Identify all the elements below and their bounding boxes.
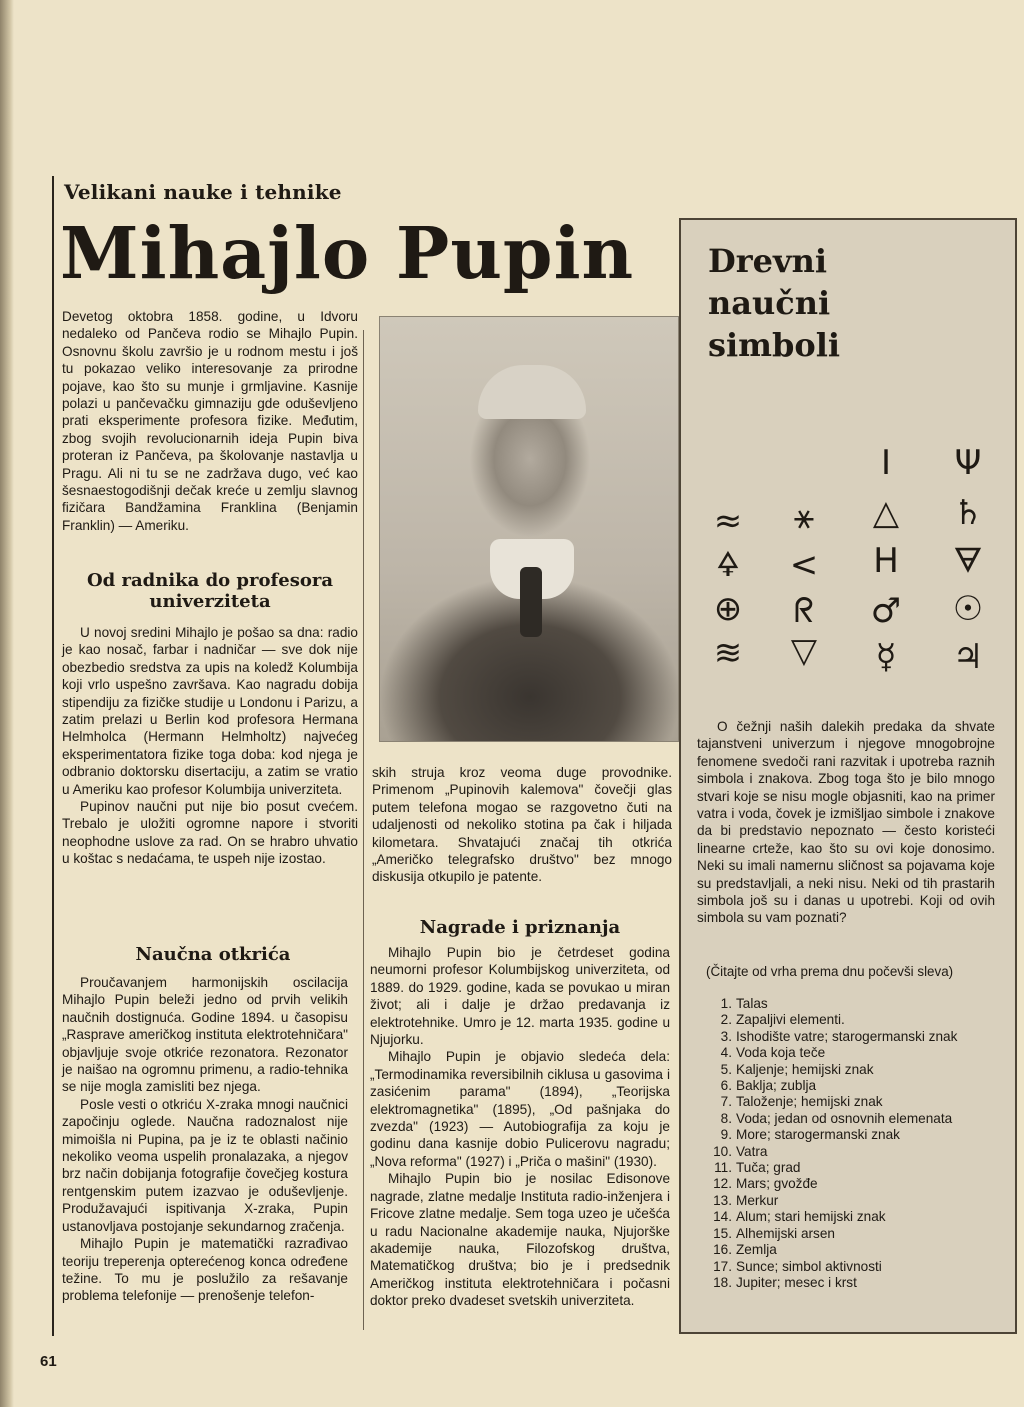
- series-kicker: Velikani nauke i tehnike: [64, 180, 342, 204]
- portrait-photo: [379, 316, 679, 742]
- hail-rune-icon: H: [873, 541, 899, 581]
- list-item: 10. Vatra: [713, 1143, 768, 1159]
- list-item: 5. Kaljenje; hemijski znak: [720, 1061, 874, 1077]
- burning-elements-icon: ⚹: [793, 497, 815, 537]
- awards-paragraph-2: Mihajlo Pupin je objavio sledeća dela: „Termodinamika reversibilnih ciklusa u gasovima i zasićenim parama" (1894), „Teorijska elektromagnetika" (1895), „Od pašnjaka do zvezda" (1923) — Autobiografija za koju je godinu dana kasnije dobio Pulicerovu nagradu; „Nova reforma" (1927) i „Priča o mašini" (1930).: [370, 1049, 670, 1169]
- portrait-hair-shape: [478, 365, 586, 419]
- sidebar-body: [697, 718, 995, 927]
- symbol-legend-list: [702, 996, 1002, 1291]
- mars-icon: ♂: [870, 591, 902, 631]
- career-paragraph-2: Pupinov naučni put nije bio posut cvećem. Trebalo je uložiti ogromne napore i stvoriti neophodne uslove za rad. On se hrabro uhvatio u koštac s nedaćama, te uspeh nije izostao.: [62, 799, 358, 867]
- rune-icon: I: [880, 443, 892, 483]
- sidebar-paragraph: O čežnji naših dalekih predaka da shvate tajanstveni univerzum i njegove mnogobrojne fenomene svedoči rani razvitak i upotreba raznih simbola i znakova. Zbog toga što je bilo mnogo stvari koje se nisu mogle objasniti, kao na primer vatra i voda, čovek je izmišljao simbole i znakove da bi predstavio nepoznato — često koristeći linearne crteže, kao što su ovi koje donosimo. Neki su imali namernu sličnost sa pojavama koje su predstavljali, a neki nisu. Neki od tih prastarih simbola još su i danas u upotrebi. Koji od ovih simbola su vam poznati?: [697, 719, 995, 926]
- career-paragraph-1: U novoj sredini Mihajlo je pošao sa dna: radio je kao nosač, farbar i nadničar — sve dok nije obezbedio sredstva za upis na koledž Kolumbija koji vrlo uspešno završava. Kao nagradu dobija stipendiju za fizičke studije u Londonu i Parizu, a zatim prelazi u Berlin kod profesora Hermana Helmholca (Hermann Helmholtz) najvećeg eksperimentatora fizike toga doba: kod njega je odbranio doktorsku disertaciju, a zatim se vratio u Ameriku kao profesor Kolumbija univerziteta.: [62, 625, 358, 797]
- list-item: 15. Alhemijski arsen: [713, 1225, 835, 1241]
- arsenic-icon: ♄: [952, 493, 984, 533]
- torch-icon: <: [789, 545, 819, 585]
- list-item: 11. Tuča; grad: [714, 1160, 801, 1176]
- sulfur-icon: 🜍: [716, 545, 740, 585]
- sidebar-title-line-3: simboli: [708, 326, 841, 364]
- fire-triangle-icon: △: [872, 493, 900, 533]
- water-triangle-icon: ▽: [790, 631, 818, 671]
- left-column-rule: [52, 176, 54, 1336]
- list-item: 6. Baklja; zublja: [720, 1078, 817, 1094]
- earth-icon: 🜃: [953, 541, 983, 581]
- section-heading-discoveries: Naučna otkrića: [135, 944, 291, 965]
- discoveries-continued: [372, 764, 672, 886]
- list-item: 17. Sunce; simbol aktivnosti: [713, 1258, 882, 1274]
- discoveries-continued-text: skih struja kroz veoma duge provodnike. Primenom „Pupinovih kalemova" čovečji glas putem telefona mogao se razgovetno čuti na udaljenosti od nekoliko stotina pa čak i hiljada kilometara. Shvatajući značaj tih otkrića „Američko telegrafsko društvo" bez mnogo diskusija otkupilo je patente.: [372, 765, 672, 885]
- discoveries-paragraph-3: Mihajlo Pupin je matematički razrađivao teoriju treperenja opterećenog konca određene težine. To mu je poslužilo za rešavanje problema telefonije — prenošenje telefon-: [62, 1236, 348, 1304]
- list-item: 13. Merkur: [713, 1192, 779, 1208]
- sidebar-reading-note: (Čitajte od vrha prema dnu počevši sleva): [706, 964, 954, 979]
- portrait-tie-shape: [520, 567, 542, 637]
- list-item: 2. Zapaljivi elementi.: [720, 1012, 845, 1028]
- section-heading-career: Od radnika do profesora univerziteta: [86, 570, 333, 612]
- discoveries-paragraph-2: Posle vesti o otkriću X-zraka mnogi naučnici započinju oglede. Naučna radoznalost nije mimoišla ni Pupina, pa je iz te oblasti načinio nekoliko veoma uspelih pronalazaka, a njegov brz način dobijanja fotografije čovečjeg kostura rentgenskim putem izazvao je oduševljenje. Produžavajući ispitivanja X-zraka, Pupin ustanovljava postojanje sekundarnog zračenja.: [62, 1096, 348, 1234]
- list-item: 9. More; starogermanski znak: [720, 1127, 900, 1143]
- career-section: [62, 624, 358, 868]
- intro-text: Devetog oktobra 1858. godine, u Idvoru nedaleko od Pančeva rodio se Mihajlo Pupin. Osnovnu školu završio je u rodnom mestu i još tu pokazao veliko interesovanje za prirodne pojave, kao što su munje i grmljavine. Kasnije polazi u pančevačku gimnaziju gde oduševljeno prati eksperimente profesora fizike. Međutim, zbog svojih revolucionarnih ideja Pupin biva proteran iz Pančeva, pa školovanje nastavlja u Pragu. Ali ni tu se ne zadržava dugo, već kao šesnaestogodišnji dečak kreće u zemlju slavnog fizičara Bandžamina Franklina (Benjamin Franklin) — Ameriku.: [62, 309, 358, 533]
- list-item: 1. Talas: [720, 996, 768, 1011]
- mercury-icon: ☿: [875, 637, 897, 677]
- sidebar-title-line-2: naučni: [708, 284, 831, 322]
- sidebar-title-line-1: Drevni: [708, 242, 827, 280]
- sun-icon: ☉: [952, 589, 984, 629]
- article-title: Mihajlo Pupin: [60, 211, 635, 295]
- list-item: 18. Jupiter; mesec i krst: [713, 1274, 857, 1290]
- column-divider: [363, 330, 364, 1330]
- section-heading-awards: Nagrade i priznanja: [419, 917, 621, 938]
- list-item: 12. Mars; gvožđe: [713, 1176, 818, 1192]
- list-item: 3. Ishodište vatre; starogermanski znak: [720, 1028, 958, 1044]
- awards-section: [370, 944, 670, 1310]
- deposit-icon: ᖇ: [793, 591, 815, 631]
- list-item: 7. Taloženje; hemijski znak: [720, 1094, 883, 1110]
- list-item: 16. Zemlja: [713, 1242, 777, 1258]
- alum-icon: Ψ: [954, 443, 982, 483]
- jupiter-icon: ♃: [952, 637, 984, 677]
- sidebar-title: [708, 240, 988, 366]
- intro-paragraph: [62, 308, 358, 534]
- sea-waves-icon: ≋: [713, 633, 743, 673]
- discoveries-paragraph-1: Proučavanjem harmonijskih oscilacija Mihajlo Pupin beleži jedno od prvih velikih naučnih dostignuća. Godine 1894. u časopisu „Rasprave američkog instituta elektrotehničara" objavljuje svoje otkriće rezonatora. Rezonator je naišao na ogromnu primenu, a radio-tehnika se nije mogla zamisliti bez njega.: [62, 975, 348, 1095]
- awards-paragraph-3: Mihajlo Pupin bio je nosilac Edisonove nagrade, zlatne medalje Instituta radio-inženjera i Fricove zlatne medalje. Sem toga uzeo je učešća u radu Nacionalne akademije nauka, Njujorške akademije nauka, Filozofskog društva, Matematičkog društva; bio je i predsednik Američkog instituta elektrotehničara i počasni doktor preko dvadeset svetskih univerziteta.: [370, 1171, 670, 1309]
- awards-paragraph-1: Mihajlo Pupin bio je četrdeset godina neumorni profesor Kolumbijskog univerziteta, od 1889. do 1929. godine, kada se povukao u miran život; ali i dalje je držao predavanja iz elektrotehnike. Umro je 12. marta 1935. godine u Njujorku.: [370, 945, 670, 1048]
- list-item: 4. Voda koja teče: [720, 1045, 826, 1061]
- list-item: 14. Alum; stari hemijski znak: [713, 1209, 886, 1225]
- earth-cross-icon: ⊕: [713, 589, 743, 629]
- discoveries-section: [62, 974, 348, 1305]
- wave-spiral-icon: ≈: [713, 501, 743, 541]
- list-item: 8. Voda; jedan od osnovnih elemenata: [720, 1110, 953, 1126]
- page-gutter-shadow: [0, 0, 14, 1407]
- page-number: 61: [40, 1353, 57, 1370]
